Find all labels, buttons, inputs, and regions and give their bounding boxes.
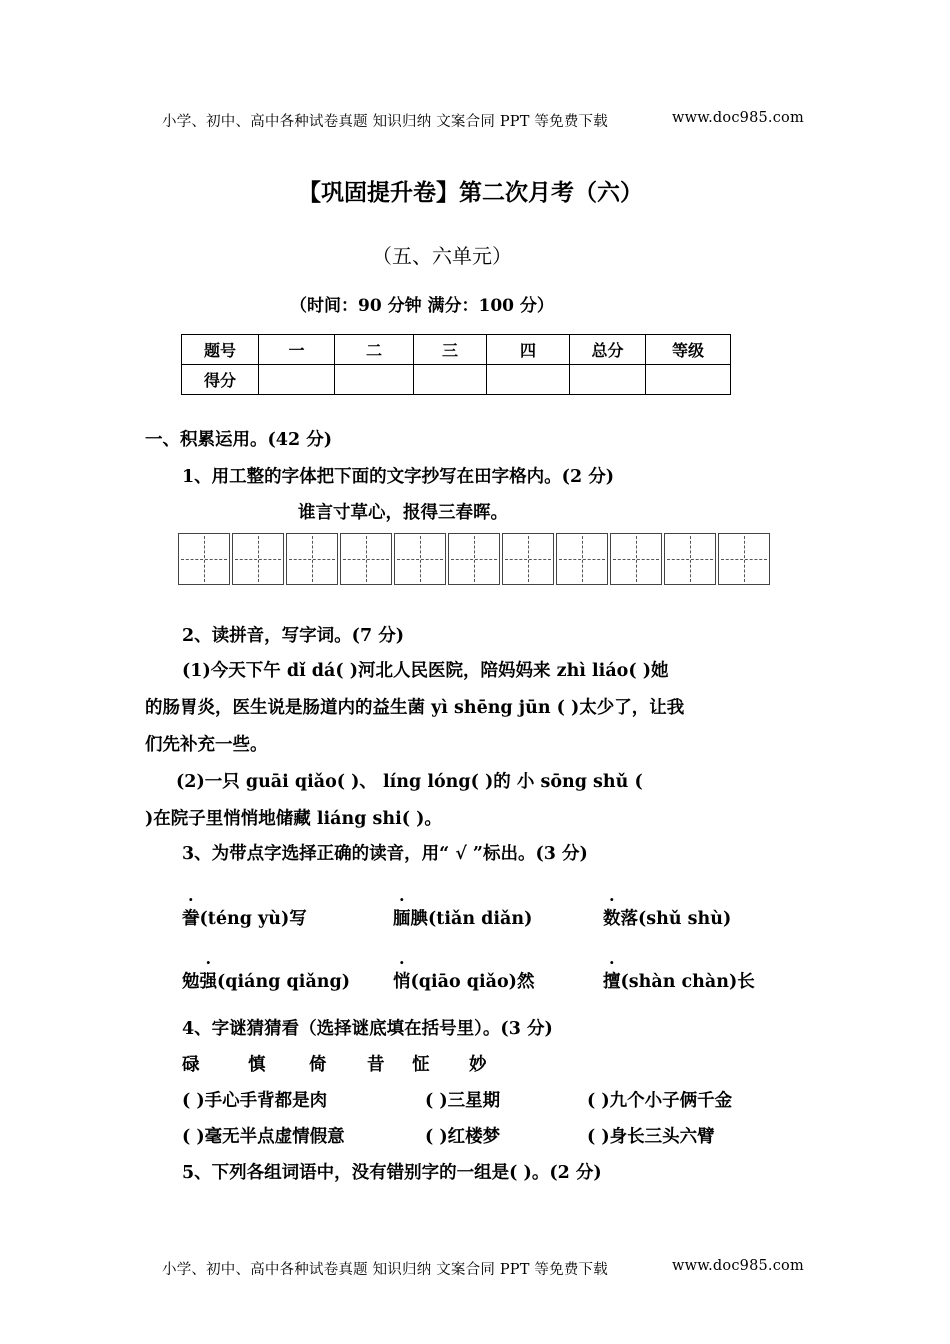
footer-url[interactable]: www.doc985.com [672,1258,804,1274]
plain-char: 勉 [182,972,200,992]
dotted-char: 悄 [393,972,411,992]
grid-cell[interactable] [502,533,554,585]
score-header: 题号 [182,335,259,365]
pinyin-item [393,968,534,993]
grid-cell[interactable] [664,533,716,585]
pinyin-options[interactable]: (shàn chàn)长 [620,972,755,992]
riddle-choice: 碌 [182,1055,200,1075]
q2-line: (1)今天下午 dǐ dá( )河北人民医院，陪妈妈来 zhì liáo( )她 [182,661,669,681]
pinyin-options[interactable]: 腆(tiǎn diǎn) [410,909,533,929]
tianzige-grid [178,533,770,585]
pinyin-options[interactable]: (qiāo qiǎo)然 [410,972,535,992]
riddle-item[interactable]: ( )身长三头六臂 [587,1127,715,1147]
dotted-char: 腼 [393,909,411,929]
riddle-choice: 昔 [367,1055,385,1075]
grid-cell[interactable] [610,533,662,585]
score-table [181,334,731,395]
score-cell[interactable] [259,365,335,395]
score-cell[interactable] [646,365,731,395]
section-heading: 一、积累运用。(42 分) [145,430,333,450]
riddle-choice: 慎 [248,1055,266,1075]
score-header: 二 [335,335,414,365]
grid-cell[interactable] [556,533,608,585]
riddle-item[interactable]: ( )三星期 [425,1091,501,1111]
score-cell[interactable] [570,365,646,395]
score-header: 总分 [570,335,646,365]
q2-line: )在院子里悄悄地储藏 liáng shi( )。 [145,809,442,829]
q2-line: 的肠胃炎，医生说是肠道内的益生菌 yì shēng jūn ( )太少了，让我 [145,698,685,718]
score-header: 四 [487,335,570,365]
pinyin-options[interactable]: 落(shǔ shù) [620,909,732,929]
riddle-choice: 妙 [469,1055,487,1075]
q2-line: (2)一只 guāi qiǎo( )、 líng lóng( )的 小 sōng shǔ ( [176,772,643,792]
grid-cell[interactable] [232,533,284,585]
riddle-item[interactable]: ( )红楼梦 [425,1127,501,1147]
grid-cell[interactable] [394,533,446,585]
dotted-char: 誊 [182,909,200,929]
riddle-item[interactable]: ( )手心手背都是肉 [182,1091,328,1111]
exam-info: （时间：90 分钟 满分：100 分） [290,296,554,316]
dotted-char: 擅 [603,972,621,992]
score-cell[interactable] [414,365,487,395]
riddle-choice: 怔 [412,1055,430,1075]
pinyin-item [603,968,755,993]
pinyin-item [393,905,532,930]
pinyin-item [603,905,731,930]
page-title: 【巩固提升卷】第二次月考（六） [298,179,643,206]
pinyin-item [182,968,350,993]
score-cell[interactable] [487,365,570,395]
score-header: 等级 [646,335,731,365]
question-4: 4、字谜猜猜看（选择谜底填在括号里）。(3 分) [182,1019,553,1039]
grid-cell[interactable] [718,533,770,585]
dotted-char: 强 [199,972,217,992]
question-5: 5、下列各组词语中，没有错别字的一组是( )。(2 分) [182,1163,602,1183]
pinyin-options[interactable]: (téng yù)写 [199,909,307,929]
question-1: 1、用工整的字体把下面的文字抄写在田字格内。(2 分) [182,467,615,487]
riddle-item[interactable]: ( )九个小子俩千金 [587,1091,733,1111]
dotted-char: 数 [603,909,621,929]
pinyin-item [182,905,307,930]
grid-cell[interactable] [340,533,392,585]
q2-line: 们先补充一些。 [145,735,268,755]
footer-banner: 小学、初中、高中各种试卷真题 知识归纳 文案合同 PPT 等免费下载 [162,1262,608,1278]
pinyin-options[interactable]: (qiáng qiǎng) [217,972,351,992]
riddle-choice: 倚 [309,1055,327,1075]
grid-cell[interactable] [286,533,338,585]
question-3: 3、为带点字选择正确的读音，用“ √ ”标出。(3 分) [182,844,588,864]
grid-cell[interactable] [178,533,230,585]
poem-line: 谁言寸草心，报得三春晖。 [298,503,508,523]
score-cell[interactable] [335,365,414,395]
riddle-item[interactable]: ( )毫无半点虚情假意 [182,1127,345,1147]
score-header: 三 [414,335,487,365]
score-header: 一 [259,335,335,365]
score-row-label: 得分 [182,365,259,395]
page-subtitle: （五、六单元） [372,244,512,268]
question-2: 2、读拼音，写字词。(7 分) [182,626,405,646]
header-url[interactable]: www.doc985.com [672,110,804,126]
header-banner: 小学、初中、高中各种试卷真题 知识归纳 文案合同 PPT 等免费下载 [162,114,608,130]
grid-cell[interactable] [448,533,500,585]
